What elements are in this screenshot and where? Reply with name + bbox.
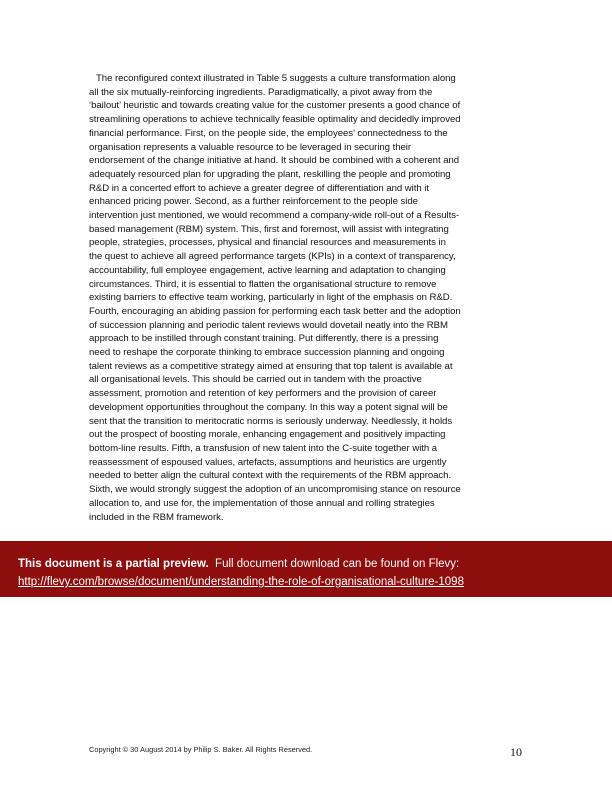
paragraph-line: financial performance. First, on the people side, the employees’ connectedness to the — [89, 127, 448, 139]
paragraph-line: reassessment of espoused values, artefacts, assumptions and heuristics are urgently — [89, 456, 447, 468]
banner-normal-text: Full document download can be found on Flevy: — [215, 558, 460, 570]
paragraph-line: all organisational levels. This should be carried out in tandem with the proactive — [89, 374, 422, 386]
paragraph-line: need to reshape the corporate thinking to embrace succession planning and ongoing — [89, 347, 445, 359]
banner-message — [18, 555, 612, 573]
page-number: 10 — [510, 745, 522, 759]
paragraph-line: approach to be instilled through constant training. Put differently, there is a pressing — [89, 333, 439, 345]
paragraph-line: organisation represents a valuable resource to be leveraged in securing their — [89, 141, 412, 153]
paragraph-line: Fourth, encouraging an abiding passion for performing each task better and the adoption — [89, 305, 461, 317]
paragraph-line: enhanced pricing power. Second, as a further reinforcement to the people side — [89, 196, 418, 208]
paragraph-line: circumstances. Third, it is essential to flatten the organisational structure to remove — [89, 278, 437, 290]
paragraph-line: talent reviews as a competitive strategy aimed at ensuring that top talent is available at — [89, 360, 453, 372]
download-link[interactable]: http://flevy.com/browse/document/understanding-the-role-of-organisational-culture-1098 — [18, 576, 464, 588]
preview-banner — [0, 541, 612, 597]
paragraph-line: included in the RBM framework. — [89, 511, 224, 523]
paragraph-line: accountability, full employee engagement, active learning and adaptation to changing — [89, 264, 446, 276]
paragraph-line: out the prospect of boosting morale, enhancing engagement and positively impacting — [89, 429, 446, 441]
paragraph-line: people, strategies, processes, physical and financial resources and measurements in — [89, 237, 446, 249]
copyright-footer: Copyright © 30 August 2014 by Philip S. Baker. All Rights Reserved. — [89, 745, 313, 754]
paragraph-line: sent that the transition to meritocratic norms is seriously underway. Needlessly, it holds — [89, 415, 453, 427]
paragraph-line: assessment, promotion and retention of key performers and the provision of career — [89, 388, 437, 400]
paragraph-line: the quest to achieve all agreed performance targets (KPIs) in a context of transparency, — [89, 251, 456, 263]
body-paragraph — [89, 72, 523, 524]
banner-link-row — [18, 573, 612, 591]
banner-bold-text: This document is a partial preview. — [18, 558, 209, 570]
paragraph-line: allocation to, and use for, the implementation of those annual and rolling strategies — [89, 497, 435, 509]
paragraph-line: ‘bailout’ heuristic and towards creating value for the customer presents a good chance of — [89, 100, 461, 112]
paragraph-line: bottom-line results. Fifth, a transfusion of new talent into the C-suite together with a — [89, 442, 438, 454]
paragraph-line: R&D in a concerted effort to achieve a greater degree of differentiation and with it — [89, 182, 429, 194]
paragraph-line: development opportunities throughout the company. In this way a potent signal will be — [89, 401, 448, 413]
paragraph-line: Sixth, we would strongly suggest the adoption of an uncompromising stance on resource — [89, 484, 461, 496]
paragraph-line: intervention just mentioned, we would recommend a company-wide roll-out of a Results- — [89, 210, 460, 222]
paragraph-line: all the six mutually-reinforcing ingredients. Paradigmatically, a pivot away from the — [89, 86, 433, 98]
paragraph-line: of succession planning and periodic talent reviews would dovetail neatly into the RBM — [89, 319, 448, 331]
paragraph-line: based management (RBM) system. This, first and foremost, will assist with integrating — [89, 223, 449, 235]
paragraph-line: existing barriers to effective team working, particularly in light of the emphasis on R&D. — [89, 292, 453, 304]
paragraph-line: endorsement of the change initiative at hand. It should be combined with a coherent and — [89, 155, 460, 167]
paragraph-line: adequately resourced plan for upgrading the plant, reskilling the people and promoting — [89, 168, 451, 180]
paragraph-line: streamlining operations to achieve technically feasible optimality and decidedly improved — [89, 114, 461, 126]
paragraph-line: The reconfigured context illustrated in Table 5 suggests a culture transformation along — [96, 73, 456, 84]
paragraph-line: needed to better align the cultural context with the requirements of the RBM approach. — [89, 470, 452, 482]
